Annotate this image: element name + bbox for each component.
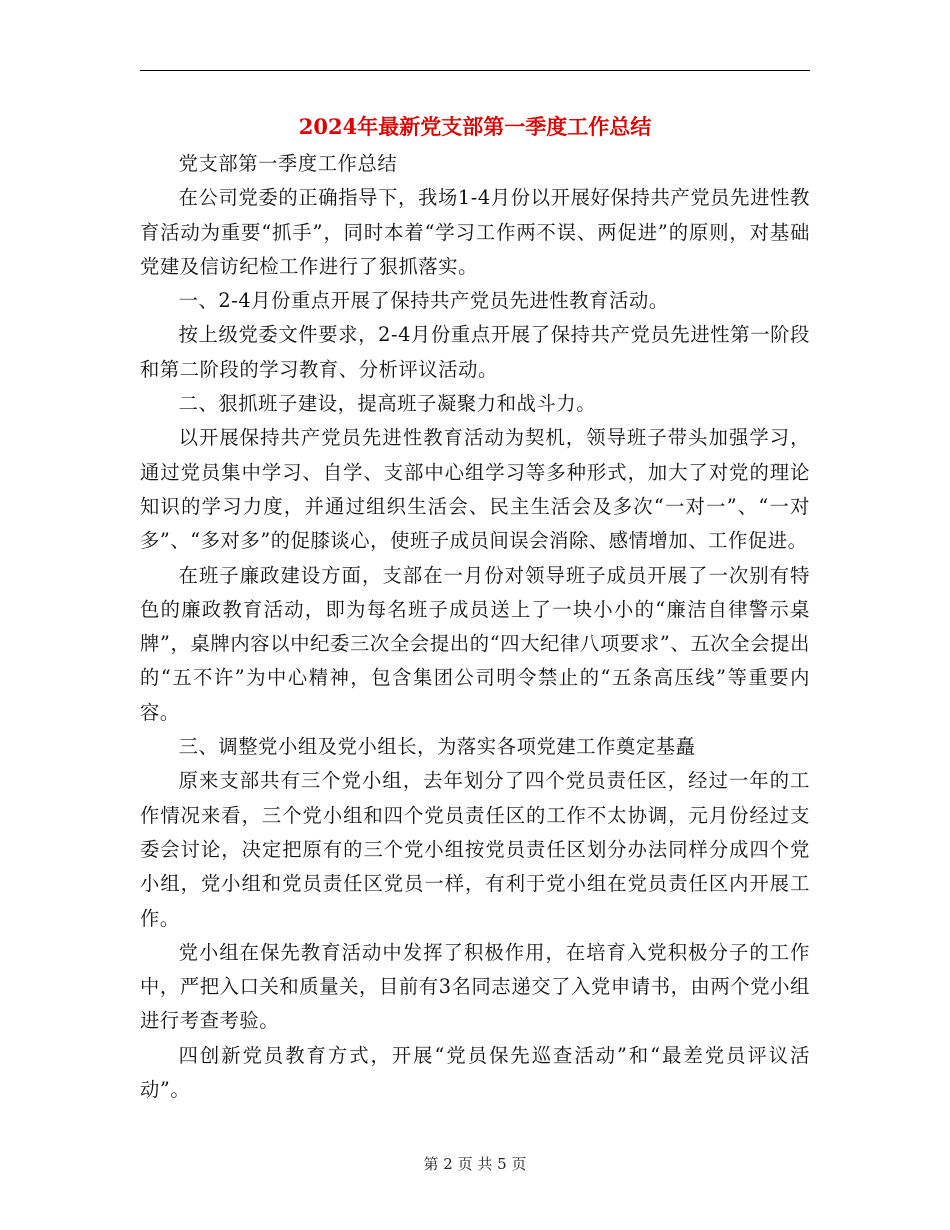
paragraph-intro: 在公司党委的正确指导下，我场1-4月份以开展好保持共产党员先进性教育活动为重要“抓手”，同时本着“学习工作两不误、两促进”的原则，对基础党建及信访纪检工作进行了狠抓落实。 xyxy=(140,186,810,278)
document-body xyxy=(140,147,810,1107)
paragraph-subtitle: 党支部第一季度工作总结 xyxy=(178,152,398,175)
section-heading-4: 四创新党员教育方式，开展“党员保先巡查活动”和“最差党员评议活动”。 xyxy=(140,1043,810,1102)
header-rule xyxy=(140,70,810,71)
paragraph: 原来支部共有三个党小组，去年划分了四个党员责任区，经过一年的工作情况来看，三个党小组和四个党员责任区的工作不太协调，元月份经过支委会讨论，决定把原有的三个党小组按党员责任区划分办法同样分成四个党小组，党小组和党员责任区党员一样，有利于党小组在党员责任区内开展工作。 xyxy=(140,769,810,930)
page-number: 第 2 页 共 5 页 xyxy=(423,1155,527,1173)
document-title: 2024年最新党支部第一季度工作总结 xyxy=(298,114,652,139)
section-heading-2: 二、狠抓班子建设，提高班子凝聚力和战斗力。 xyxy=(178,392,597,416)
paragraph: 按上级党委文件要求，2-4月份重点开展了保持共产党员先进性第一阶段和第二阶段的学习教育、分析评议活动。 xyxy=(140,323,810,381)
paragraph: 在班子廉政建设方面，支部在一月份对领导班子成员开展了一次别有特色的廉政教育活动，即为每名班子成员送上了一块小小的“廉洁自律警示桌牌”，桌牌内容以中纪委三次全会提出的“四大纪律八项要求”、五次全会提出的“五不许”为中心精神，包含集团公司明令禁止的“五条高压线”等重要内容。 xyxy=(140,563,810,724)
paragraph: 党小组在保先教育活动中发挥了积极作用，在培育入党积极分子的工作中，严把入口关和质量关，目前有3名同志递交了入党申请书，由两个党小组进行考查考验。 xyxy=(140,940,810,1033)
section-heading-3: 三、调整党小组及党小组长，为落实各项党建工作奠定基矗 xyxy=(178,735,696,759)
section-heading-1: 一、2-4月份重点开展了保持共产党员先进性教育活动。 xyxy=(178,289,669,313)
paragraph: 以开展保持共产党员先进性教育活动为契机，领导班子带头加强学习，通过党员集中学习、自学、支部中心组学习等多种形式，加大了对党的理论知识的学习力度，并通过组织生活会、民主生活会及多次“一对一”、“一对多”、“多对多”的促膝谈心，使班子成员间误会消除、感情增加、工作促进。 xyxy=(140,426,810,553)
